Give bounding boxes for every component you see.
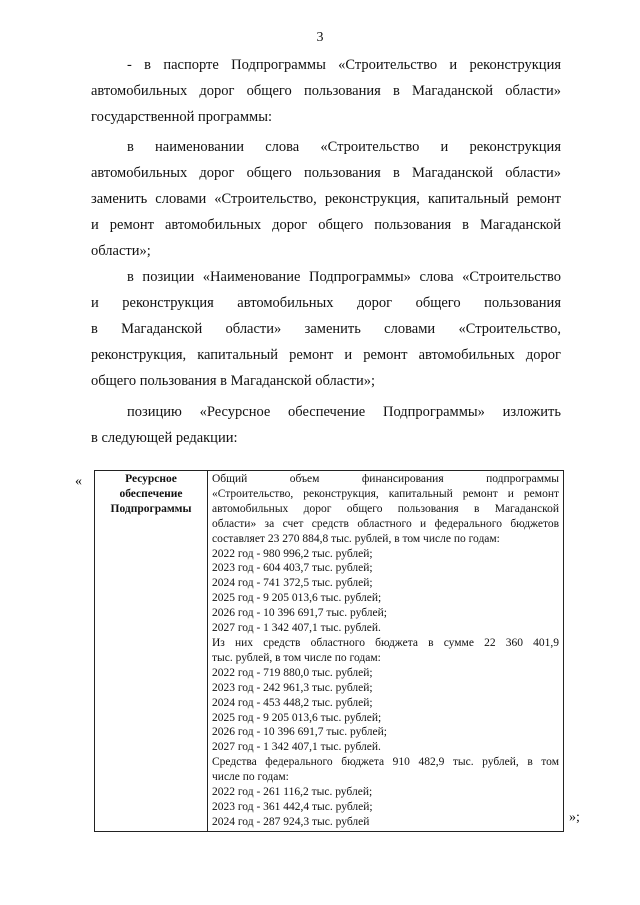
- content-line: области» за счет средств областного и федерального бюджетов: [212, 517, 559, 530]
- closing-quote: »;: [569, 810, 580, 825]
- text-line: в позиции «Наименование Подпрограммы» слова «Строительство: [127, 269, 561, 285]
- label-line: обеспечение: [119, 487, 183, 500]
- label-line: Ресурсное: [125, 473, 177, 485]
- resource-table: [94, 470, 564, 832]
- opening-quote: «: [75, 474, 82, 489]
- text-line: заменить словами «Строительство, реконструкция, капитальный ремонт: [91, 191, 561, 207]
- content-line: 2025 год - 9 205 013,6 тыс. рублей;: [212, 711, 382, 724]
- content-line: 2027 год - 1 342 407,1 тыс. рублей.: [212, 741, 381, 754]
- text-line: области»;: [91, 243, 151, 259]
- content-line: 2024 год - 741 372,5 тыс. рублей;: [212, 577, 373, 590]
- content-line: 2024 год - 453 448,2 тыс. рублей;: [212, 696, 373, 709]
- content-line: 2024 год - 287 924,3 тыс. рублей: [212, 815, 370, 828]
- content-line: 2023 год - 604 403,7 тыс. рублей;: [212, 562, 373, 575]
- text-line: автомобильных дорог общего пользования в Магаданской области»: [91, 165, 561, 181]
- paragraph-passport-intro: [91, 52, 561, 130]
- content-line: Средства федерального бюджета 910 482,9 тыс. рублей, в том: [212, 756, 559, 769]
- content-line: 2026 год - 10 396 691,7 тыс. рублей;: [212, 726, 387, 739]
- content-line: 2025 год - 9 205 013,6 тыс. рублей;: [212, 592, 382, 605]
- text-line: и реконструкция автомобильных дорог общего пользования: [91, 295, 561, 311]
- text-line: государственной программы:: [91, 109, 272, 125]
- content-line: 2022 год - 261 116,2 тыс. рублей;: [212, 786, 373, 799]
- table-row: [95, 471, 564, 832]
- text-line: и ремонт автомобильных дорог общего пользования в Магаданской: [91, 217, 561, 233]
- content-line: тыс. рублей, в том числе по годам:: [212, 651, 381, 664]
- content-line: числе по годам:: [212, 771, 289, 784]
- content-line: 2027 год - 1 342 407,1 тыс. рублей.: [212, 622, 381, 635]
- table-label-cell: [95, 471, 208, 832]
- text-line: в наименовании слова «Строительство и реконструкция: [127, 139, 561, 155]
- label-line: Подпрограммы: [110, 502, 192, 515]
- text-line: в Магаданской области» заменить словами «Строительство,: [91, 321, 561, 337]
- content-line: «Строительство, реконструкция, капитальный ремонт и ремонт: [212, 487, 559, 500]
- text-line: автомобильных дорог общего пользования в Магаданской области»: [91, 83, 561, 99]
- content-line: 2022 год - 719 880,0 тыс. рублей;: [212, 666, 373, 679]
- paragraph-position-change: [91, 264, 561, 394]
- content-line: Из них средств областного бюджета в сумме 22 360 401,9: [212, 636, 559, 649]
- content-line: 2023 год - 242 961,3 тыс. рублей;: [212, 681, 373, 694]
- paragraph-resource-position: [91, 399, 561, 451]
- text-line: в следующей редакции:: [91, 430, 238, 446]
- content-line: 2023 год - 361 442,4 тыс. рублей;: [212, 800, 373, 813]
- text-line: реконструкция, капитальный ремонт и ремонт автомобильных дорог: [91, 347, 561, 363]
- text-line: позицию «Ресурсное обеспечение Подпрограммы» изложить: [127, 404, 561, 420]
- content-line: составляет 23 270 884,8 тыс. рублей, в том числе по годам:: [212, 532, 500, 545]
- text-line: общего пользования в Магаданской области»;: [91, 373, 376, 389]
- content-line: автомобильных дорог общего пользования в Магаданской: [212, 502, 559, 515]
- content-line: 2022 год - 980 996,2 тыс. рублей;: [212, 547, 373, 560]
- paragraph-name-change: [91, 134, 561, 264]
- content-line: 2026 год - 10 396 691,7 тыс. рублей;: [212, 607, 387, 620]
- table-content-cell: [208, 471, 564, 832]
- text-line: - в паспорте Подпрограммы «Строительство и реконструкция: [127, 57, 561, 73]
- content-line: Общий объем финансирования подпрограммы: [212, 473, 559, 485]
- page-number: 3: [316, 30, 324, 45]
